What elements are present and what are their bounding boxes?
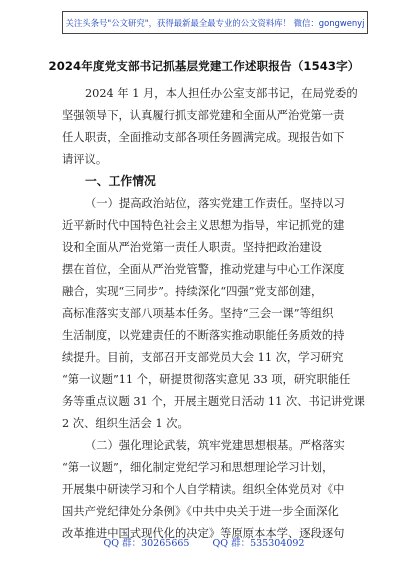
para2-line: “第一议题”，细化制定党纪学习和思想理论学习计划， (62, 461, 334, 474)
para1-line: 务等重点议题 31 个，开展主题党日活动 11 次、书记讲党课 (62, 395, 365, 408)
section-heading: 一、工作情况 (85, 174, 156, 188)
intro-line: 2024 年 1 月，本人担任办公室支部书记，在局党委的 (85, 87, 358, 100)
para2-line: 开展集中研读学习和个人自学精读。组织全体党员对《中 (62, 483, 345, 496)
para2-line: 国共产党纪律处分条例》《中共中央关于进一步全面深化 (62, 505, 339, 518)
para1-line: “第一议题”11 个，研提贯彻落实意见 33 项，研究职能任 (62, 373, 351, 386)
para1-line: 高标准落实支部八项基本任务。坚持“三会一课”等组织 (62, 307, 334, 320)
para1-line: 2 次、组织生活会 1 次。 (62, 417, 189, 430)
para1-line: 生活制度，以党建责任的不断落实推动职能任务质效的持 (62, 329, 345, 342)
para1-line: 摆在首位，全面从严治党管警，推动党建与中心工作深度 (62, 263, 345, 276)
qq-group-1: QQ 群：30265665 (103, 538, 190, 549)
para1-line: （一）提高政治站位，落实党建工作责任。坚持以习 (85, 197, 345, 210)
para1-line: 融合，实现“三同步”。持续深化“四强”党支部创建， (62, 285, 323, 298)
qq-group-footer (0, 535, 408, 549)
para2-line: （二）强化理论武装，筑牢党建思想根基。严格落实 (85, 439, 345, 452)
intro-line: 坚强领导下，认真履行抓支部党建和全面从严治党第一责 (62, 109, 345, 122)
qq-group-2: QQ 群：535304092 (212, 538, 305, 549)
para1-line: 设和全面从严治党第一责任人职责。坚持把政治建设 (62, 241, 322, 254)
document-title: 2024年度党支部书记抓基层党建工作述职报告（1543字） (48, 59, 360, 73)
intro-line: 任人职责，全面推动支部各项任务圆满完成。现报告如下 (62, 131, 345, 144)
para1-line: 续提升。目前，支部召开支部党员大会 11 次，学习研究 (62, 351, 344, 364)
para1-line: 近平新时代中国特色社会主义思想为指导，牢记抓党的建 (62, 219, 345, 232)
promo-banner-text: 关注头条号"公文研究"，获得最新最全最专业的公文资料库！ 微信：gongwenyj (65, 17, 365, 28)
intro-line: 请评议。 (62, 153, 108, 166)
para2-line: 改革推进中国式现代化的决定》等原原本本学、逐段逐句 (62, 527, 345, 540)
promo-banner (62, 11, 368, 34)
